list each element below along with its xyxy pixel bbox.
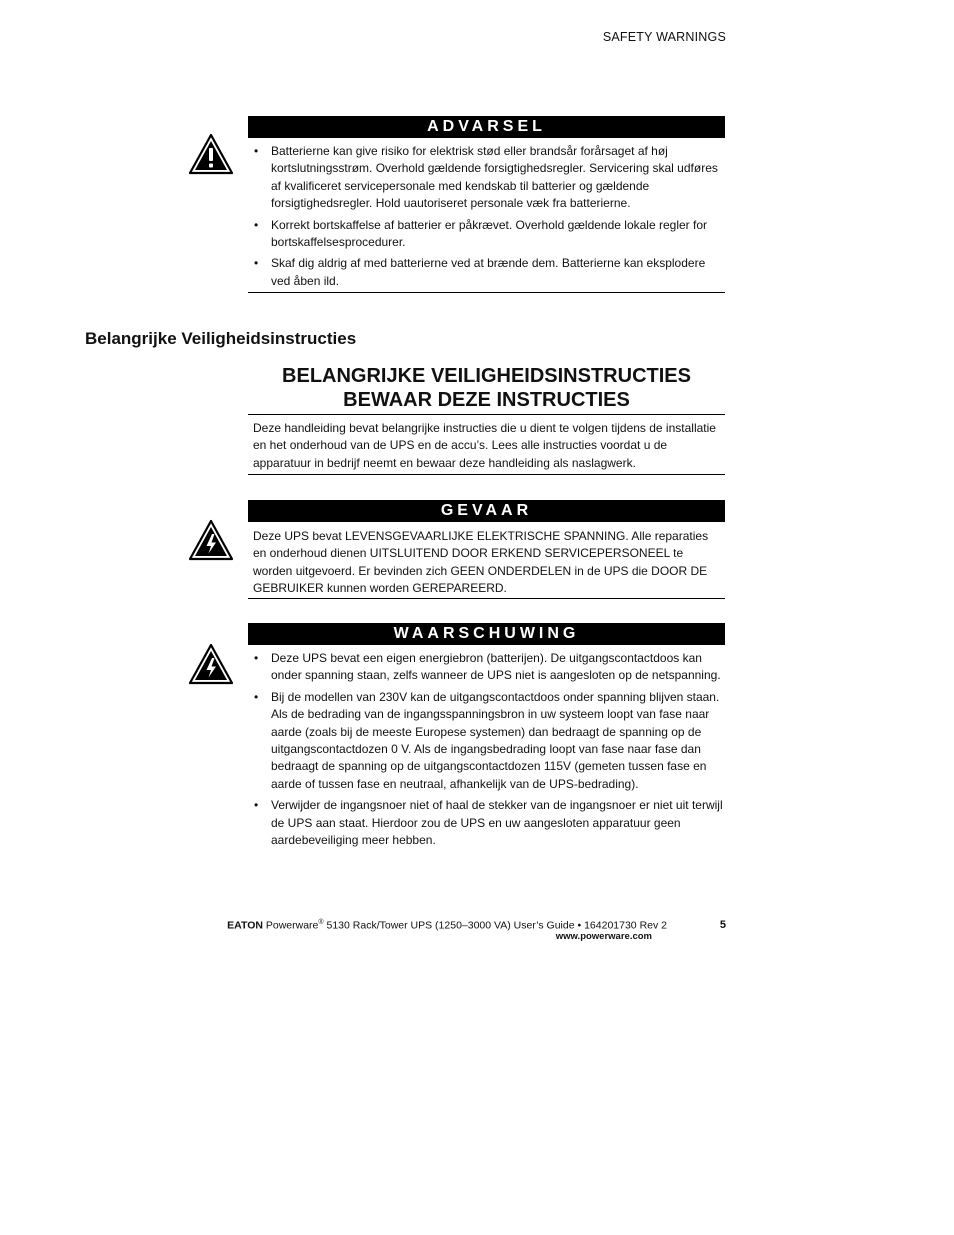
exclamation-triangle-icon: [188, 133, 234, 175]
list-item: • Bij de modellen van 230V kan de uitgangscontactdoos onder spanning blijven staan. Als de bedrading van de ingangsspanningsbron in uw systeem loopt van fase naar aarde (zoals bij de meeste Europese systemen) dan bedraagt de spanning op de uitgangscontactdozen 0 V. Als de ingangsbedrading loopt van fase naar fase dan bedraagt de spanning op de uitgangscontactdozen 115V (gemeten tussen fase en aarde of tussen fase en neutraal, afhankelijk van de UPS-bedrading).: [254, 689, 720, 791]
advarsel-body: [248, 143, 725, 294]
list-item: • Verwijder de ingangsnoer niet of haal de stekker van de ingangsnoer er niet uit terwijl de UPS aan staat. Hierdoor zou de UPS en uw aangesloten apparatuur geen aardebeveiliging meer hebben.: [254, 798, 723, 848]
title-line-2: BEWAAR DEZE INSTRUCTIES: [343, 389, 630, 411]
gevaar-bottom-rule: [248, 598, 725, 599]
footer-product: Powerware: [265, 919, 319, 932]
footer-separator: •: [577, 919, 582, 932]
footer-docnum: 164201730 Rev 2: [584, 919, 667, 932]
advarsel-banner: ADVARSEL: [248, 116, 725, 138]
lightning-triangle-icon: [188, 519, 234, 561]
advarsel-bottom-rule: [248, 292, 725, 293]
footer-registered: ®: [318, 919, 324, 926]
footer-line: [205, 919, 667, 932]
list-item: • Skaf dig aldrig af med batterierne ved at brænde dem. Batterierne kan eksplodere ved åben ild.: [254, 256, 706, 288]
list-item: • Batterierne kan give risiko for elektrisk stød eller brandsår forårsaget af høj kortslutningsstrøm. Overhold gældende forsigtighedsregler. Servicering skal udføres af kvalificeret servicepersonale med kendskab til batterier og gældende forsigtighedsregler. Hold uautoriseret personale væk fra batterierne.: [254, 144, 718, 211]
page-number: 5: [719, 919, 726, 931]
gevaar-banner: GEVAAR: [248, 500, 725, 522]
waarschuwing-banner: WAARSCHUWING: [248, 623, 725, 645]
list-item: • Korrekt bortskaffelse af batterier er påkrævet. Overhold gældende lokale regler for bortskaffelsesprocedurer.: [254, 217, 707, 250]
list-item: • Deze UPS bevat een eigen energiebron (batterijen). De uitgangscontactdoos kan onder spanning staan, zelfs wanneer de UPS niet is aangesloten op de netspanning.: [254, 651, 721, 683]
footer-guide: 5130 Rack/Tower UPS (1250–3000 VA) User’s Guide: [326, 919, 575, 932]
footer-url: www.powerware.com: [555, 931, 652, 942]
intro-paragraph: Deze handleiding bevat belangrijke instructies die u dient te volgen tijdens de installatie en het onderhoud van de UPS en de accu’s. Lees alle instructies voordat u de apparatuur in bedrijf neemt en bewaar deze handleiding als naslagwerk.: [253, 421, 716, 470]
title-line-1: BELANGRIJKE VEILIGHEIDSINSTRUCTIES: [282, 365, 691, 387]
gevaar-text: Deze UPS bevat LEVENSGEVAARLIJKE ELEKTRISCHE SPANNING. Alle reparaties en onderhoud dienen UITSLUITEND DOOR ERKEND SERVICEPERSONEEL te worden uitgevoerd. Er bevinden zich GEEN ONDERDELEN in de UPS die DOOR DE GEBRUIKER kunnen worden GEREPAREERD.: [253, 529, 709, 596]
running-header: SAFETY WARNINGS: [602, 30, 726, 44]
section-heading: Belangrijke Veiligheidsinstructies: [85, 329, 357, 348]
page-title: [248, 364, 725, 412]
lightning-triangle-icon: [188, 643, 234, 685]
footer-brand: EATON: [227, 919, 263, 932]
intro-top-rule: [248, 414, 725, 415]
intro-bottom-rule: [248, 474, 725, 475]
waarschuwing-body: [248, 650, 725, 853]
